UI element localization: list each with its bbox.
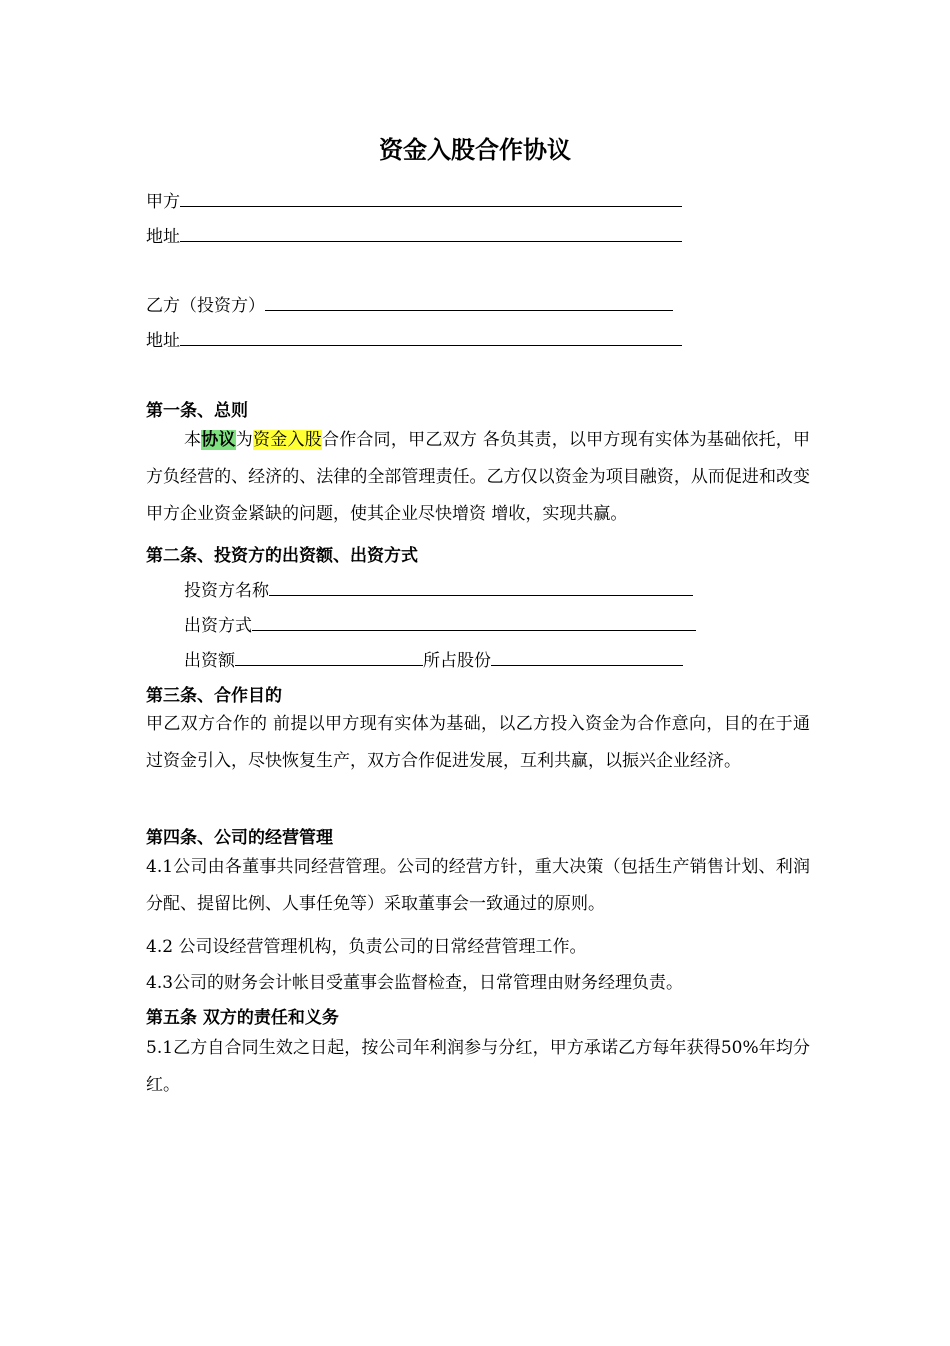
party-a-address-blank <box>180 226 682 242</box>
section1-mid: 为 <box>235 430 253 450</box>
investment-method-label: 出资方式 <box>184 616 252 636</box>
section4-heading: 第四条、公司的经营管理 <box>146 828 333 848</box>
section4-item1: 4.1公司由各董事共同经营管理。公司的经营方针，重大决策（包括生产销售计划、利润分配、提留比例、人事任免等）采取董事会一致通过的原则。 <box>146 857 810 914</box>
section5-heading: 第五条 双方的责任和义务 <box>146 1008 339 1028</box>
highlight-agreement: 协议 <box>201 430 236 450</box>
section1-paragraph <box>146 422 810 533</box>
document-title: 资金入股合作协议 <box>379 136 571 164</box>
party-b-label: 乙方（投资方） <box>146 296 265 316</box>
investment-method-line <box>184 611 696 636</box>
section1-prefix: 本 <box>184 430 202 450</box>
section3-paragraph: 甲乙双方合作的 前提以甲方现有实体为基础，以乙方投入资金为合作意向，目的在于通过资金引入，尽快恢复生产，双方合作促进发展，互利共赢，以振兴企业经济。 <box>146 714 810 771</box>
party-a-address-label: 地址 <box>146 227 180 247</box>
section1-rest: 合作合同，甲乙双方 各负其责，以甲方现有实体为基础依托，甲方负经营的、经济的、法律的全部管理责任。乙方仅以资金为项目融资，从而促进和改变甲方企业资金紧缺的问题，使其企业尽快增资 增收，实现共赢。 <box>146 430 811 524</box>
investor-name-blank <box>269 580 693 596</box>
party-a-address-line <box>146 222 682 247</box>
investment-amount-line <box>184 646 683 671</box>
party-b-blank <box>265 295 673 311</box>
investor-name-label: 投资方名称 <box>184 581 269 601</box>
section3-heading: 第三条、合作目的 <box>146 686 282 706</box>
party-a-label: 甲方 <box>146 192 180 212</box>
investment-amount-blank <box>235 650 423 666</box>
section5-item1: 5.1乙方自合同生效之日起，按公司年利润参与分红，甲方承诺乙方每年获得50%年均分红。 <box>146 1038 810 1095</box>
section4-item2: 4.2 公司设经营管理机构，负责公司的日常经营管理工作。 <box>146 937 587 957</box>
share-label: 所占股份 <box>423 651 491 671</box>
party-a-line <box>146 187 682 212</box>
party-b-address-line <box>146 326 682 351</box>
investor-name-line <box>184 576 693 601</box>
investment-method-blank <box>252 615 696 631</box>
party-b-address-blank <box>180 330 682 346</box>
party-a-blank <box>180 191 682 207</box>
section1-heading: 第一条、总则 <box>146 401 248 421</box>
party-b-address-label: 地址 <box>146 331 180 351</box>
section2-heading: 第二条、投资方的出资额、出资方式 <box>146 546 418 566</box>
party-b-line <box>146 291 673 316</box>
share-blank <box>491 650 683 666</box>
highlight-capital-share: 资金入股 <box>252 430 322 450</box>
investment-amount-label: 出资额 <box>184 651 235 671</box>
section4-item3: 4.3公司的财务会计帐目受董事会监督检查，日常管理由财务经理负责。 <box>146 973 684 993</box>
